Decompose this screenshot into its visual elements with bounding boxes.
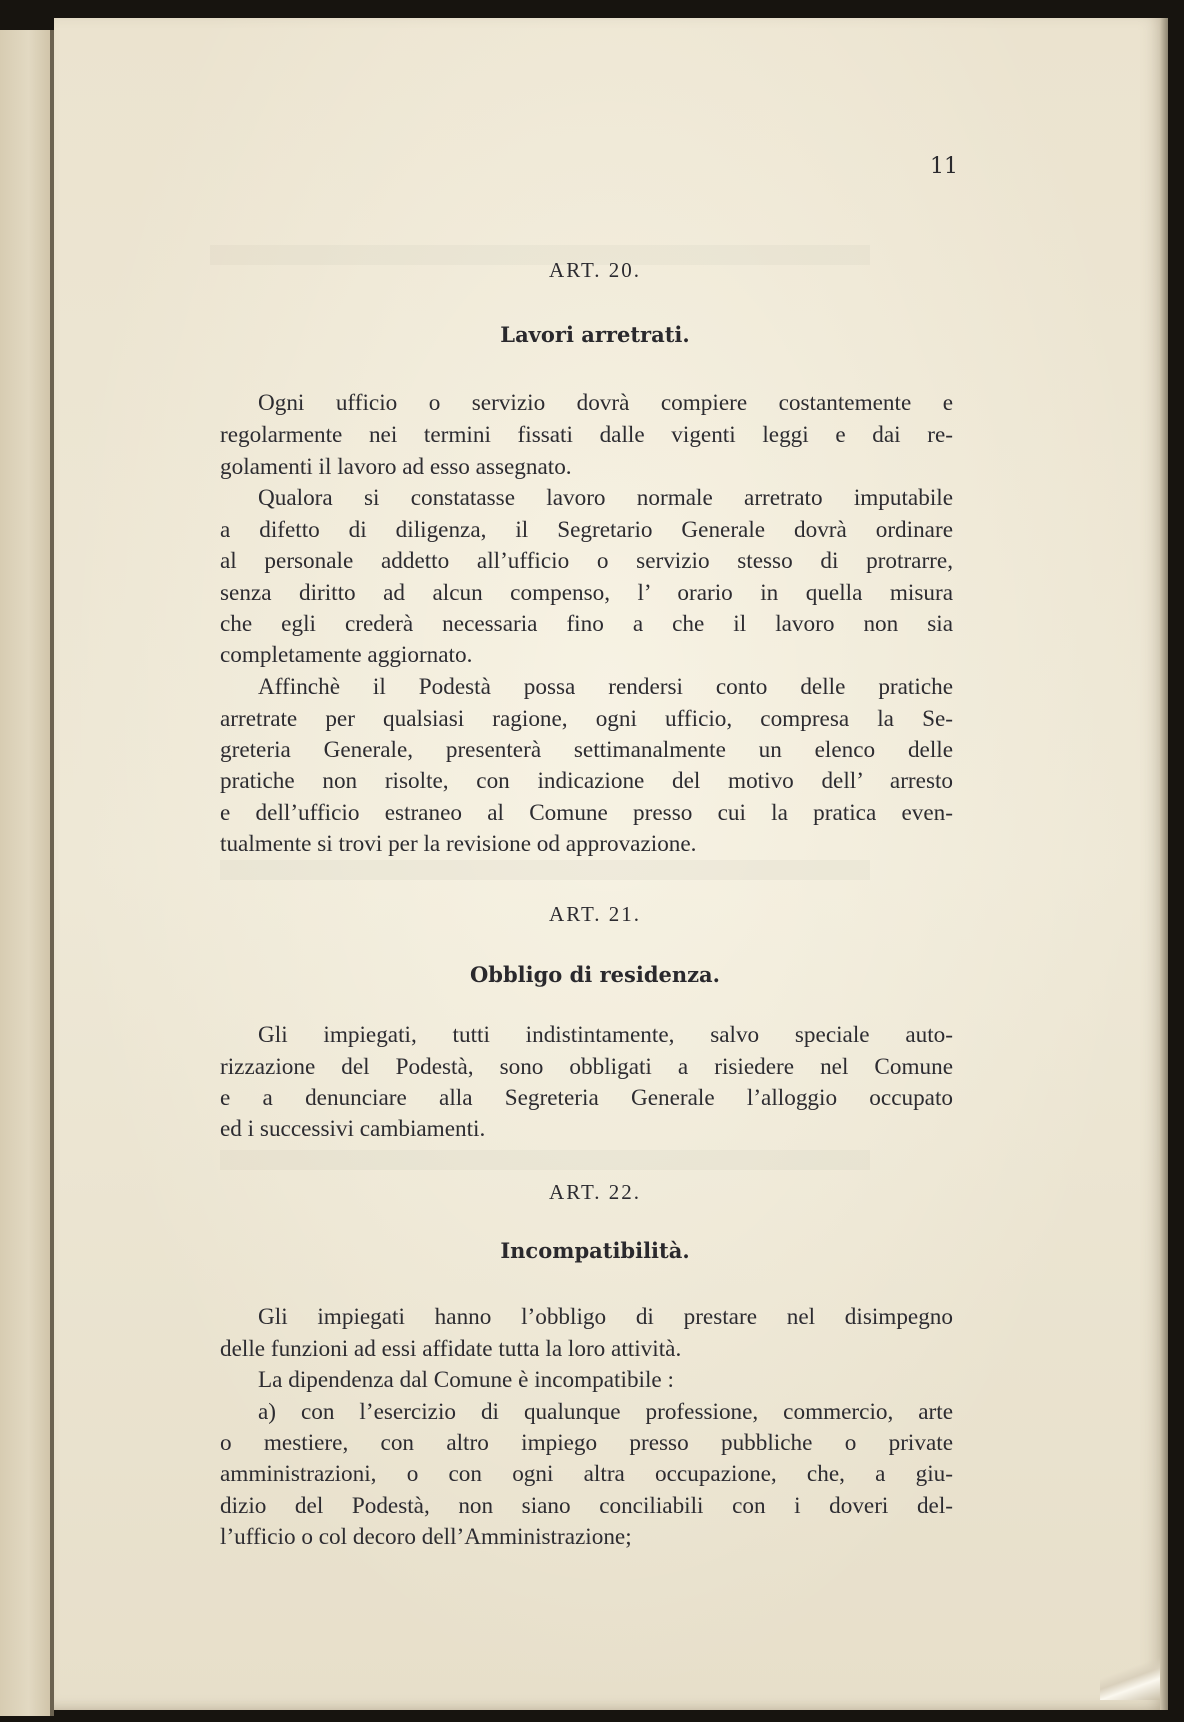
article-title: Lavori arretrati. — [500, 322, 690, 347]
text-line: al personale addetto all’ufficio o servizio stesso di protrarre, — [220, 548, 953, 574]
article-label: ART. 22. — [549, 1180, 641, 1204]
article-label: ART. 20. — [549, 258, 641, 282]
text-line: rizzazione del Podestà, sono obbligati a risiedere nel Comune — [220, 1054, 953, 1080]
text-line: e a denunciare alla Segreteria Generale l’alloggio occupato — [220, 1085, 953, 1111]
text-line: a difetto di diligenza, il Segretario Generale dovrà ordinare — [220, 517, 953, 543]
page-corner-curl — [1100, 1650, 1160, 1700]
text-line: Ogni ufficio o servizio dovrà compiere costantemente e — [258, 390, 953, 416]
article-title: Obbligo di residenza. — [470, 962, 720, 987]
text-line: ed i successivi cambiamenti. — [220, 1116, 486, 1142]
page-edge — [1160, 18, 1168, 1710]
text-line: Gli impiegati, tutti indistintamente, salvo speciale auto- — [258, 1022, 953, 1048]
text-line: La dipendenza dal Comune è incompatibile : — [258, 1367, 674, 1393]
text-line: senza diritto ad alcun compenso, l’ orario in quella misura — [220, 580, 953, 606]
text-line: l’ufficio o col decoro dell’Amministrazione; — [220, 1524, 632, 1550]
text-line: dizio del Podestà, non siano conciliabili con i doveri del- — [220, 1493, 953, 1519]
text-line: regolarmente nei termini fissati dalle vigenti leggi e dai re- — [220, 422, 953, 448]
text-line: arretrate per qualsiasi ragione, ogni ufficio, compresa la Se- — [220, 706, 953, 732]
bleed-through-shadow — [220, 860, 870, 880]
text-line: Qualora si constatasse lavoro normale arretrato imputabile — [258, 485, 953, 511]
text-line: tualmente si trovi per la revisione od approvazione. — [220, 831, 697, 857]
text-line: golamenti il lavoro ad esso assegnato. — [220, 454, 572, 480]
text-line: o mestiere, con altro impiego presso pubbliche o private — [220, 1430, 953, 1456]
text-line: amministrazioni, o con ogni altra occupazione, che, a giu- — [220, 1461, 953, 1487]
article-title: Incompatibilità. — [500, 1238, 690, 1263]
text-line: che egli crederà necessaria fino a che il lavoro non sia — [220, 611, 953, 637]
page-number: 11 — [930, 154, 958, 179]
text-line: Gli impiegati hanno l’obbligo di prestare nel disimpegno — [258, 1304, 953, 1330]
text-line: completamente aggiornato. — [220, 642, 473, 668]
text-line: delle funzioni ad essi affidate tutta la loro attività. — [220, 1336, 682, 1362]
text-line: a) con l’esercizio di qualunque professione, commercio, arte — [258, 1399, 953, 1425]
text-line: e dell’ufficio estraneo al Comune presso cui la pratica even- — [220, 800, 953, 826]
article-label: ART. 21. — [549, 902, 641, 926]
bleed-through-shadow — [220, 1150, 870, 1170]
facing-page-strip — [0, 30, 52, 1716]
text-line: greteria Generale, presenterà settimanalmente un elenco delle — [220, 737, 953, 763]
text-line: pratiche non risolte, con indicazione del motivo dell’ arresto — [220, 768, 953, 794]
text-line: Affinchè il Podestà possa rendersi conto delle pratiche — [258, 674, 953, 700]
